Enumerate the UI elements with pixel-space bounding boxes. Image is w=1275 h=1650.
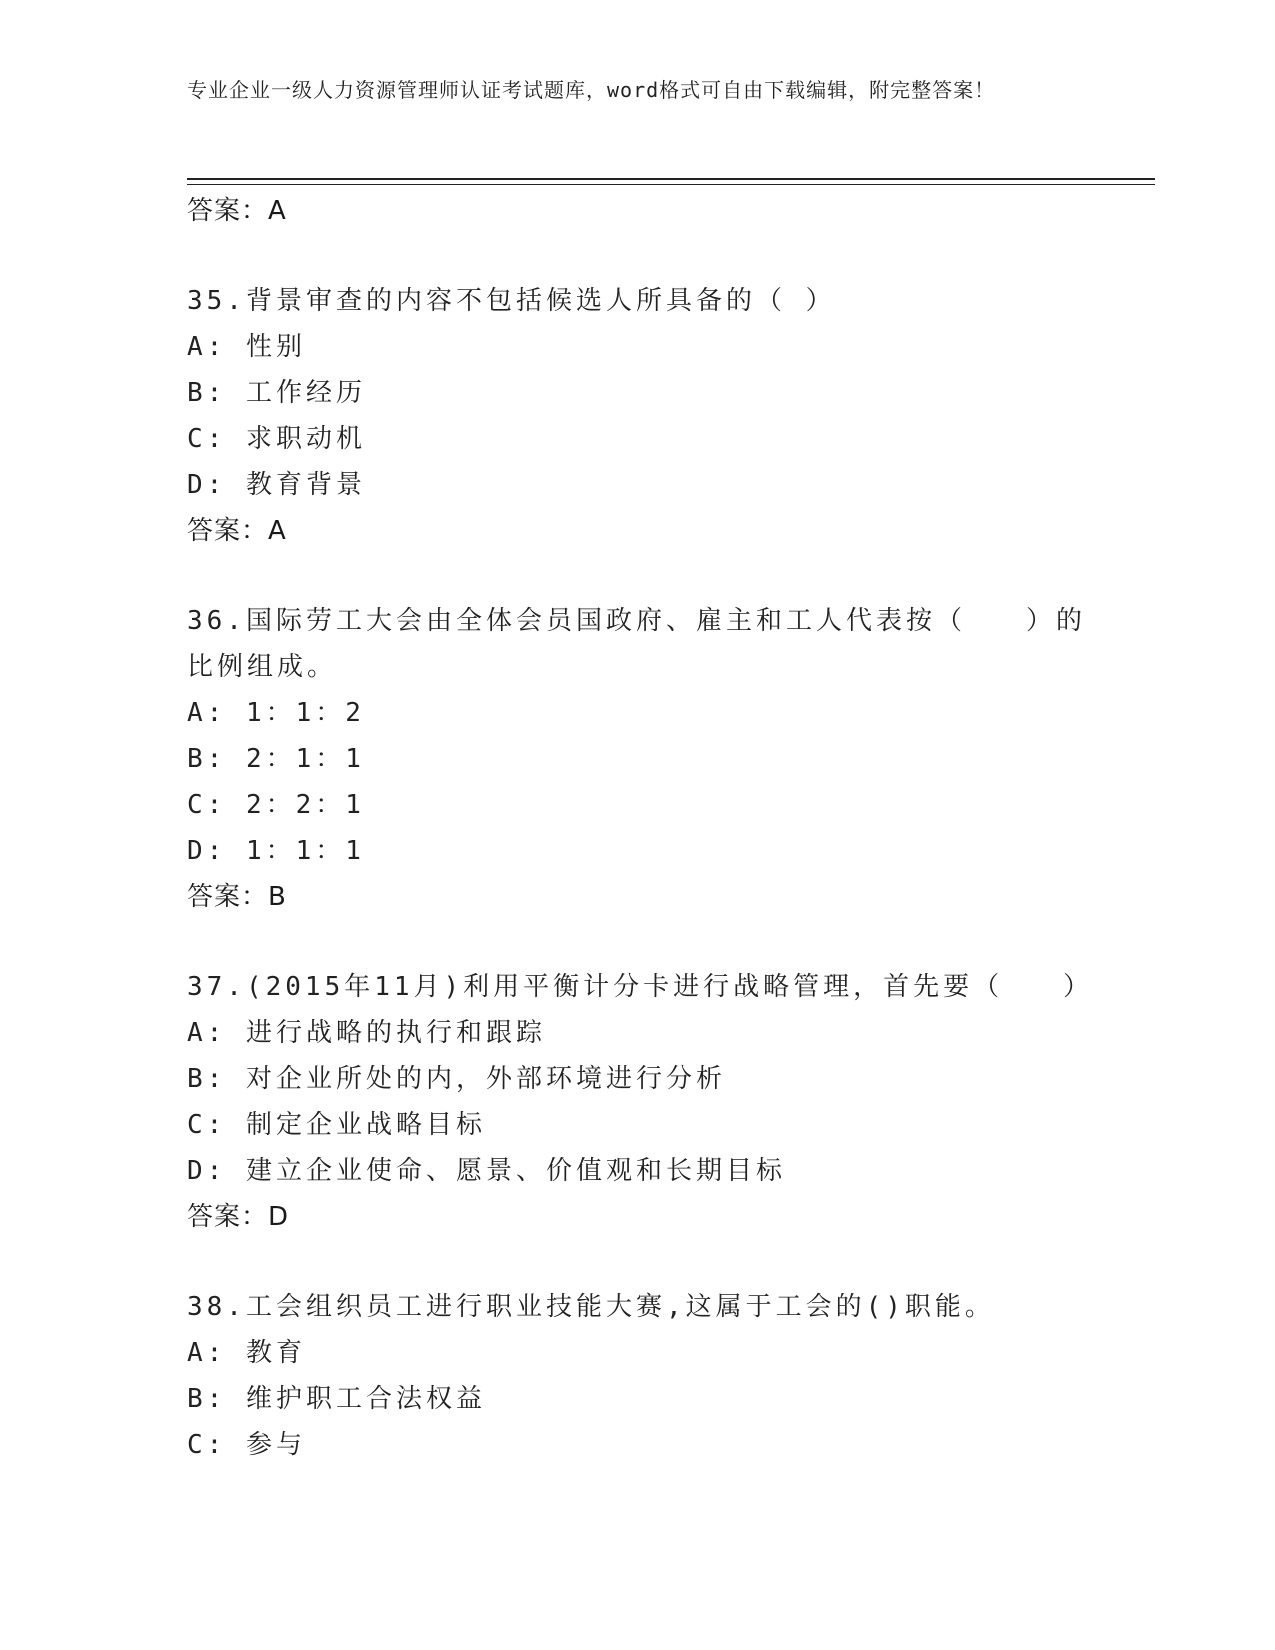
- option-a: A: 1：1：2: [187, 698, 365, 728]
- document-header: 专业企业一级人力资源管理师认证考试题库，word格式可自由下载编辑，附完整答案！: [187, 78, 996, 102]
- answer-line: 答案：D: [187, 1202, 290, 1232]
- question-block: [187, 1284, 1087, 1468]
- question-text: 36.国际劳工大会由全体会员国政府、雇主和工人代表按（ ）的比例组成。: [187, 606, 1086, 682]
- option-c: C: 制定企业战略目标: [187, 1110, 486, 1140]
- option-c: C: 2：2：1: [187, 790, 365, 820]
- option-b: B: 2：1：1: [187, 744, 365, 774]
- question-text: 38.工会组织员工进行职业技能大赛,这属于工会的()职能。: [187, 1292, 995, 1322]
- option-c: C: 求职动机: [187, 424, 366, 454]
- header-rule-secondary: [187, 184, 1155, 185]
- question-block: [187, 964, 1094, 1284]
- question-text: 37.(2015年11月)利用平衡计分卡进行战略管理，首先要（ ）: [187, 972, 1094, 1002]
- header-rule: [187, 178, 1155, 180]
- option-b: B: 维护职工合法权益: [187, 1384, 486, 1414]
- option-c: C: 参与: [187, 1430, 306, 1460]
- option-d: D: 教育背景: [187, 470, 366, 500]
- document-body: [187, 188, 1094, 1468]
- option-a: A: 进行战略的执行和跟踪: [187, 1018, 546, 1048]
- answer-line: 答案：A: [187, 516, 287, 546]
- option-d: D: 建立企业使命、愿景、价值观和长期目标: [187, 1156, 786, 1186]
- question-text: 35.背景审查的内容不包括候选人所具备的（ ）: [187, 286, 836, 316]
- answer-line: 答案：A: [187, 196, 287, 226]
- option-b: B: 对企业所处的内，外部环境进行分析: [187, 1064, 726, 1094]
- option-d: D: 1：1：1: [187, 836, 365, 866]
- option-a: A: 教育: [187, 1338, 306, 1368]
- question-block: [187, 598, 1087, 964]
- option-b: B: 工作经历: [187, 378, 366, 408]
- option-a: A: 性别: [187, 332, 306, 362]
- question-block: [187, 278, 1087, 598]
- answer-line: 答案：B: [187, 882, 287, 912]
